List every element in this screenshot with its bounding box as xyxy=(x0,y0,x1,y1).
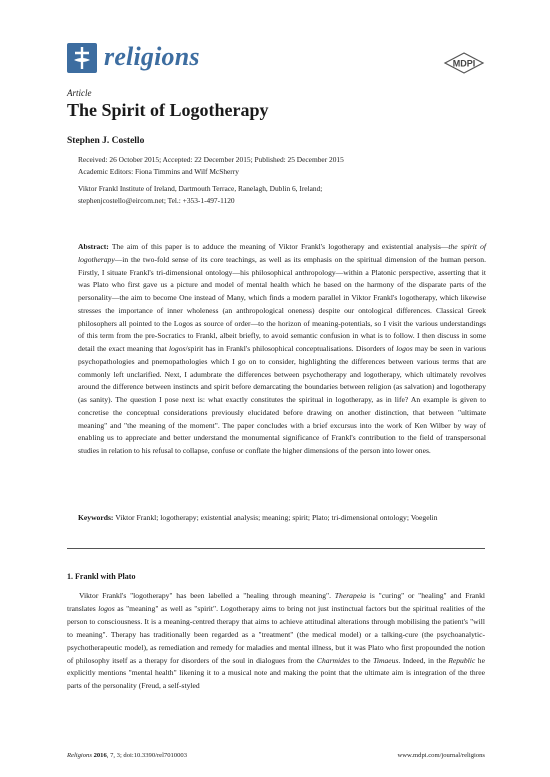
abstract-italic: the spirit of logotherapy xyxy=(78,242,486,264)
abstract-italic: logos xyxy=(169,344,186,353)
body-italic: Republic xyxy=(448,655,476,665)
body-text: . Indeed, in the xyxy=(398,655,449,665)
footer-citation xyxy=(67,752,187,759)
body-text: to the xyxy=(350,655,374,665)
body-text: is "curing" or "healing" and Frankl translates xyxy=(67,591,485,613)
academic-editors: Academic Editors: Fiona Timmins and Wilf McSherry xyxy=(78,167,239,176)
mdpi-logo-icon xyxy=(443,52,485,74)
body-italic: Charmides xyxy=(316,655,351,665)
body-text: he explicitly mentions "mental health" likening it to a musical note and making the point that the ultimate aim is integration of the three parts of the personality (Freud, a self-styled xyxy=(67,655,485,691)
body-text: Viktor Frankl's "logotherapy" has been labelled a "healing through meaning". xyxy=(79,591,335,600)
article-dates: Received: 26 October 2015; Accepted: 22 December 2015; Published: 25 December 2015 xyxy=(78,155,344,164)
contact-info[interactable]: stephenjcostello@eircom.net; Tel.: +353-1-497-1120 xyxy=(78,196,235,205)
footer-doi[interactable]: , 7, 3; doi:10.3390/rel7010003 xyxy=(106,752,187,759)
keywords-label: Keywords: xyxy=(78,513,114,522)
article-title: The Spirit of Logotherapy xyxy=(67,100,269,120)
abstract-text: —in the two-fold sense of its core teachings, as well as its emphasis on the spiritual dimension of the human person. Firstly, I situate Frankl's tri-dimensional ontology—his philosophical anthropology—within a Platonic perspective, asserting that it was Plato who first gave us a picture and model of mental health which he based on the harmony of the disparate parts of the personality—the aim to become One instead of Many, which finds a modern parallel in Viktor Frankl's logotherapy, which likewise stresses the importance of inner wholeness (an anthropological oneness) despite our ontological differences. Classical Greek philosophers all pointed to the Logos as source of order—to the horizon of meaning-potentials, so I visit the various understandings of this term from the pre-Socratics to Frankl, albeit briefly, to avoid semantic confusion in what is to follow. I then discuss in some detail the exact meaning that xyxy=(78,254,486,353)
footer-year: 2016 xyxy=(91,752,107,759)
footer-journal: Religions xyxy=(67,752,92,759)
publisher-logo-text: MDPI xyxy=(452,58,476,69)
footer-url[interactable]: www.mdpi.com/journal/religions xyxy=(397,752,485,759)
affiliation: Viktor Frankl Institute of Ireland, Dartmouth Terrace, Ranelagh, Dublin 6, Ireland; xyxy=(78,184,323,193)
body-paragraph xyxy=(67,590,485,693)
abstract-text: The aim of this paper is to adduce the meaning of Viktor Frankl's logotherapy and existential analysis— xyxy=(111,242,449,251)
article-type: Article xyxy=(67,88,92,98)
keywords xyxy=(78,512,486,525)
author-name: Stephen J. Costello xyxy=(67,136,145,146)
abstract-italic: logos xyxy=(396,344,413,353)
section-heading: 1. Frankl with Plato xyxy=(67,572,136,581)
journal-name: religions xyxy=(104,42,200,71)
journal-logo-icon xyxy=(67,43,97,73)
body-text: as "meaning" as well as "spirit". Logotherapy aims to bring not just instinctual factors but the spiritual realities of the person to consciousness. It is a meaning-centred therapy that aims to achieve attitudinal alterations through mobilising the patient's "will to meaning". Therapy has traditionally been regarded as a "treatment" (the medical model) or a talking-cure (the psychoanalytic-psychotherapeutic model), as remediation and remedy for maladies and mental illness, but it was Plato who first propounded the notion of philosophy itself as a therapy for disorders of the soul in dialogues from the xyxy=(67,603,485,665)
abstract-label: Abstract: xyxy=(78,242,109,251)
section-divider xyxy=(67,548,485,549)
body-italic: logos xyxy=(98,603,115,613)
keywords-text: Viktor Frankl; logotherapy; existential analysis; meaning; spirit; Plato; tri-dimensional ontology; Voegelin xyxy=(115,513,438,522)
body-italic: Timaeus xyxy=(373,655,399,665)
abstract-text: /spirit has in Frankl's philosophical conceptualisations. Disorders of xyxy=(185,344,397,353)
abstract xyxy=(78,241,486,458)
abstract-text: may be seen in various psychopathologies and pnemopathologies which I go on to consider, highlighting the differences between various terms that are commonly left unclarified. Next, I adumbrate the differences between psychotherapy and logotherapy, which ultimately revolves around the difference between instincts and spirit before demarcating the boundaries between religion (as salvation) and logotherapy (as sanity). The question I pose next is: what exactly constitutes the spiritual in logotherapy, as in life? An example is given to concretise the conceptual considerations previously elucidated before drawing on another distinction, that between "ultimate meaning" and "the meaning of the moment". The paper concludes with a brief excursus into the work of Ken Wilber by way of enabling us to appreciate and better understand the monumental significance of Frankl's contribution to the field of transpersonal studies in relation to his refusal to collapse, confuse or conflate the higher dimensions of the person into lower ones. xyxy=(78,344,486,455)
body-italic: Therapeia xyxy=(334,591,367,600)
